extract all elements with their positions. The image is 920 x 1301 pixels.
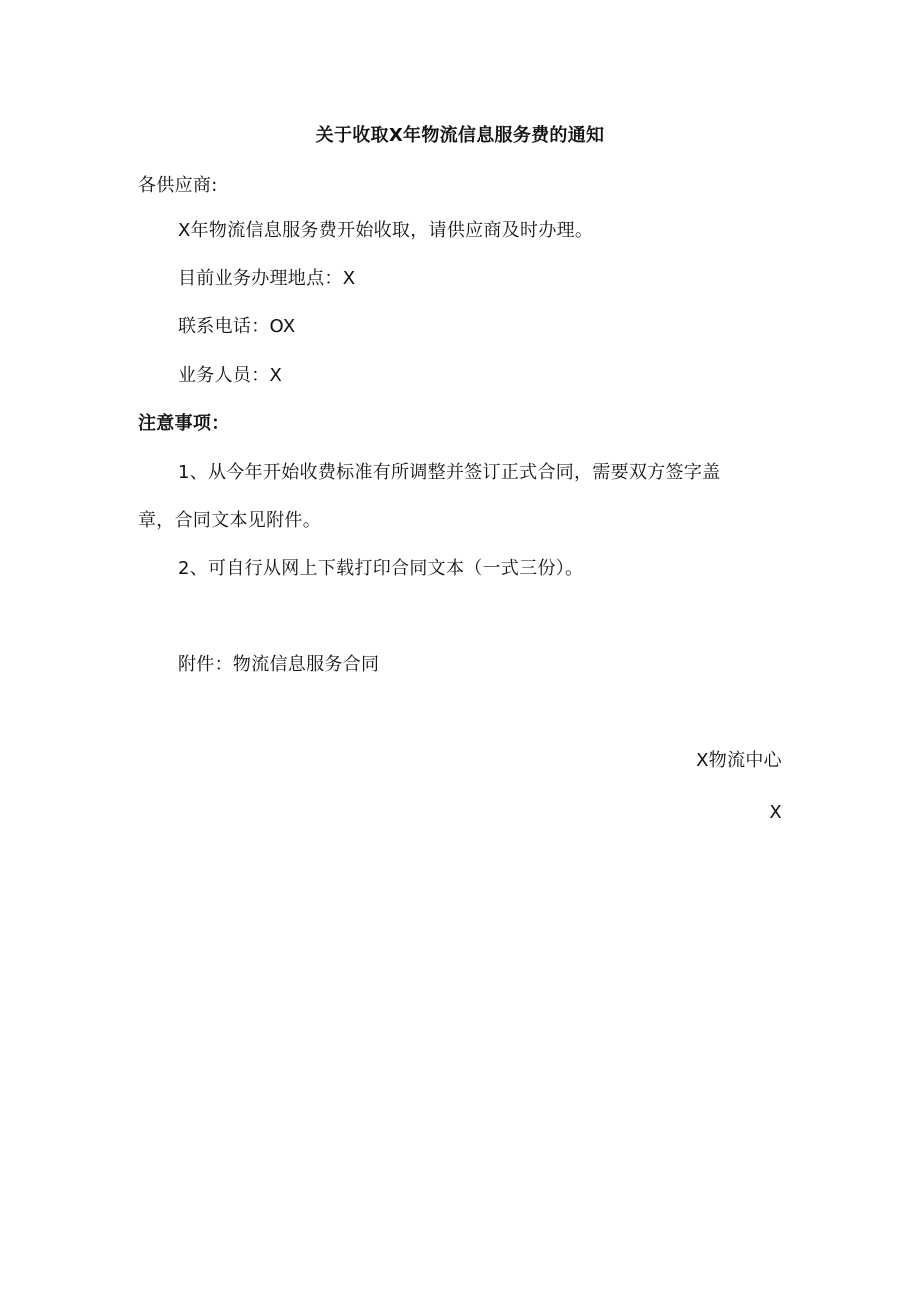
staff-line: 业务人员：X (178, 365, 283, 386)
note-item-1-line-2: 章，合同文本见附件。 (138, 510, 321, 531)
note-item-2: 2、可自行从网上下载打印合同文本（一式三份）。 (178, 558, 584, 579)
notes-heading: 注意事项： (138, 413, 230, 434)
document-title: 关于收取X年物流信息服务费的通知 (315, 125, 605, 146)
attachment-line: 附件：物流信息服务合同 (178, 654, 380, 675)
salutation: 各供应商: (138, 175, 218, 196)
signature-date: X (769, 802, 782, 823)
intro-paragraph: X年物流信息服务费开始收取，请供应商及时办理。 (178, 220, 594, 241)
signature-org: X物流中心 (696, 750, 782, 771)
note-item-1-line-1: 1、从今年开始收费标准有所调整并签订正式合同，需要双方签字盖 (178, 462, 721, 483)
location-line: 目前业务办理地点：X (178, 268, 356, 289)
phone-line: 联系电话：OX (178, 316, 296, 337)
